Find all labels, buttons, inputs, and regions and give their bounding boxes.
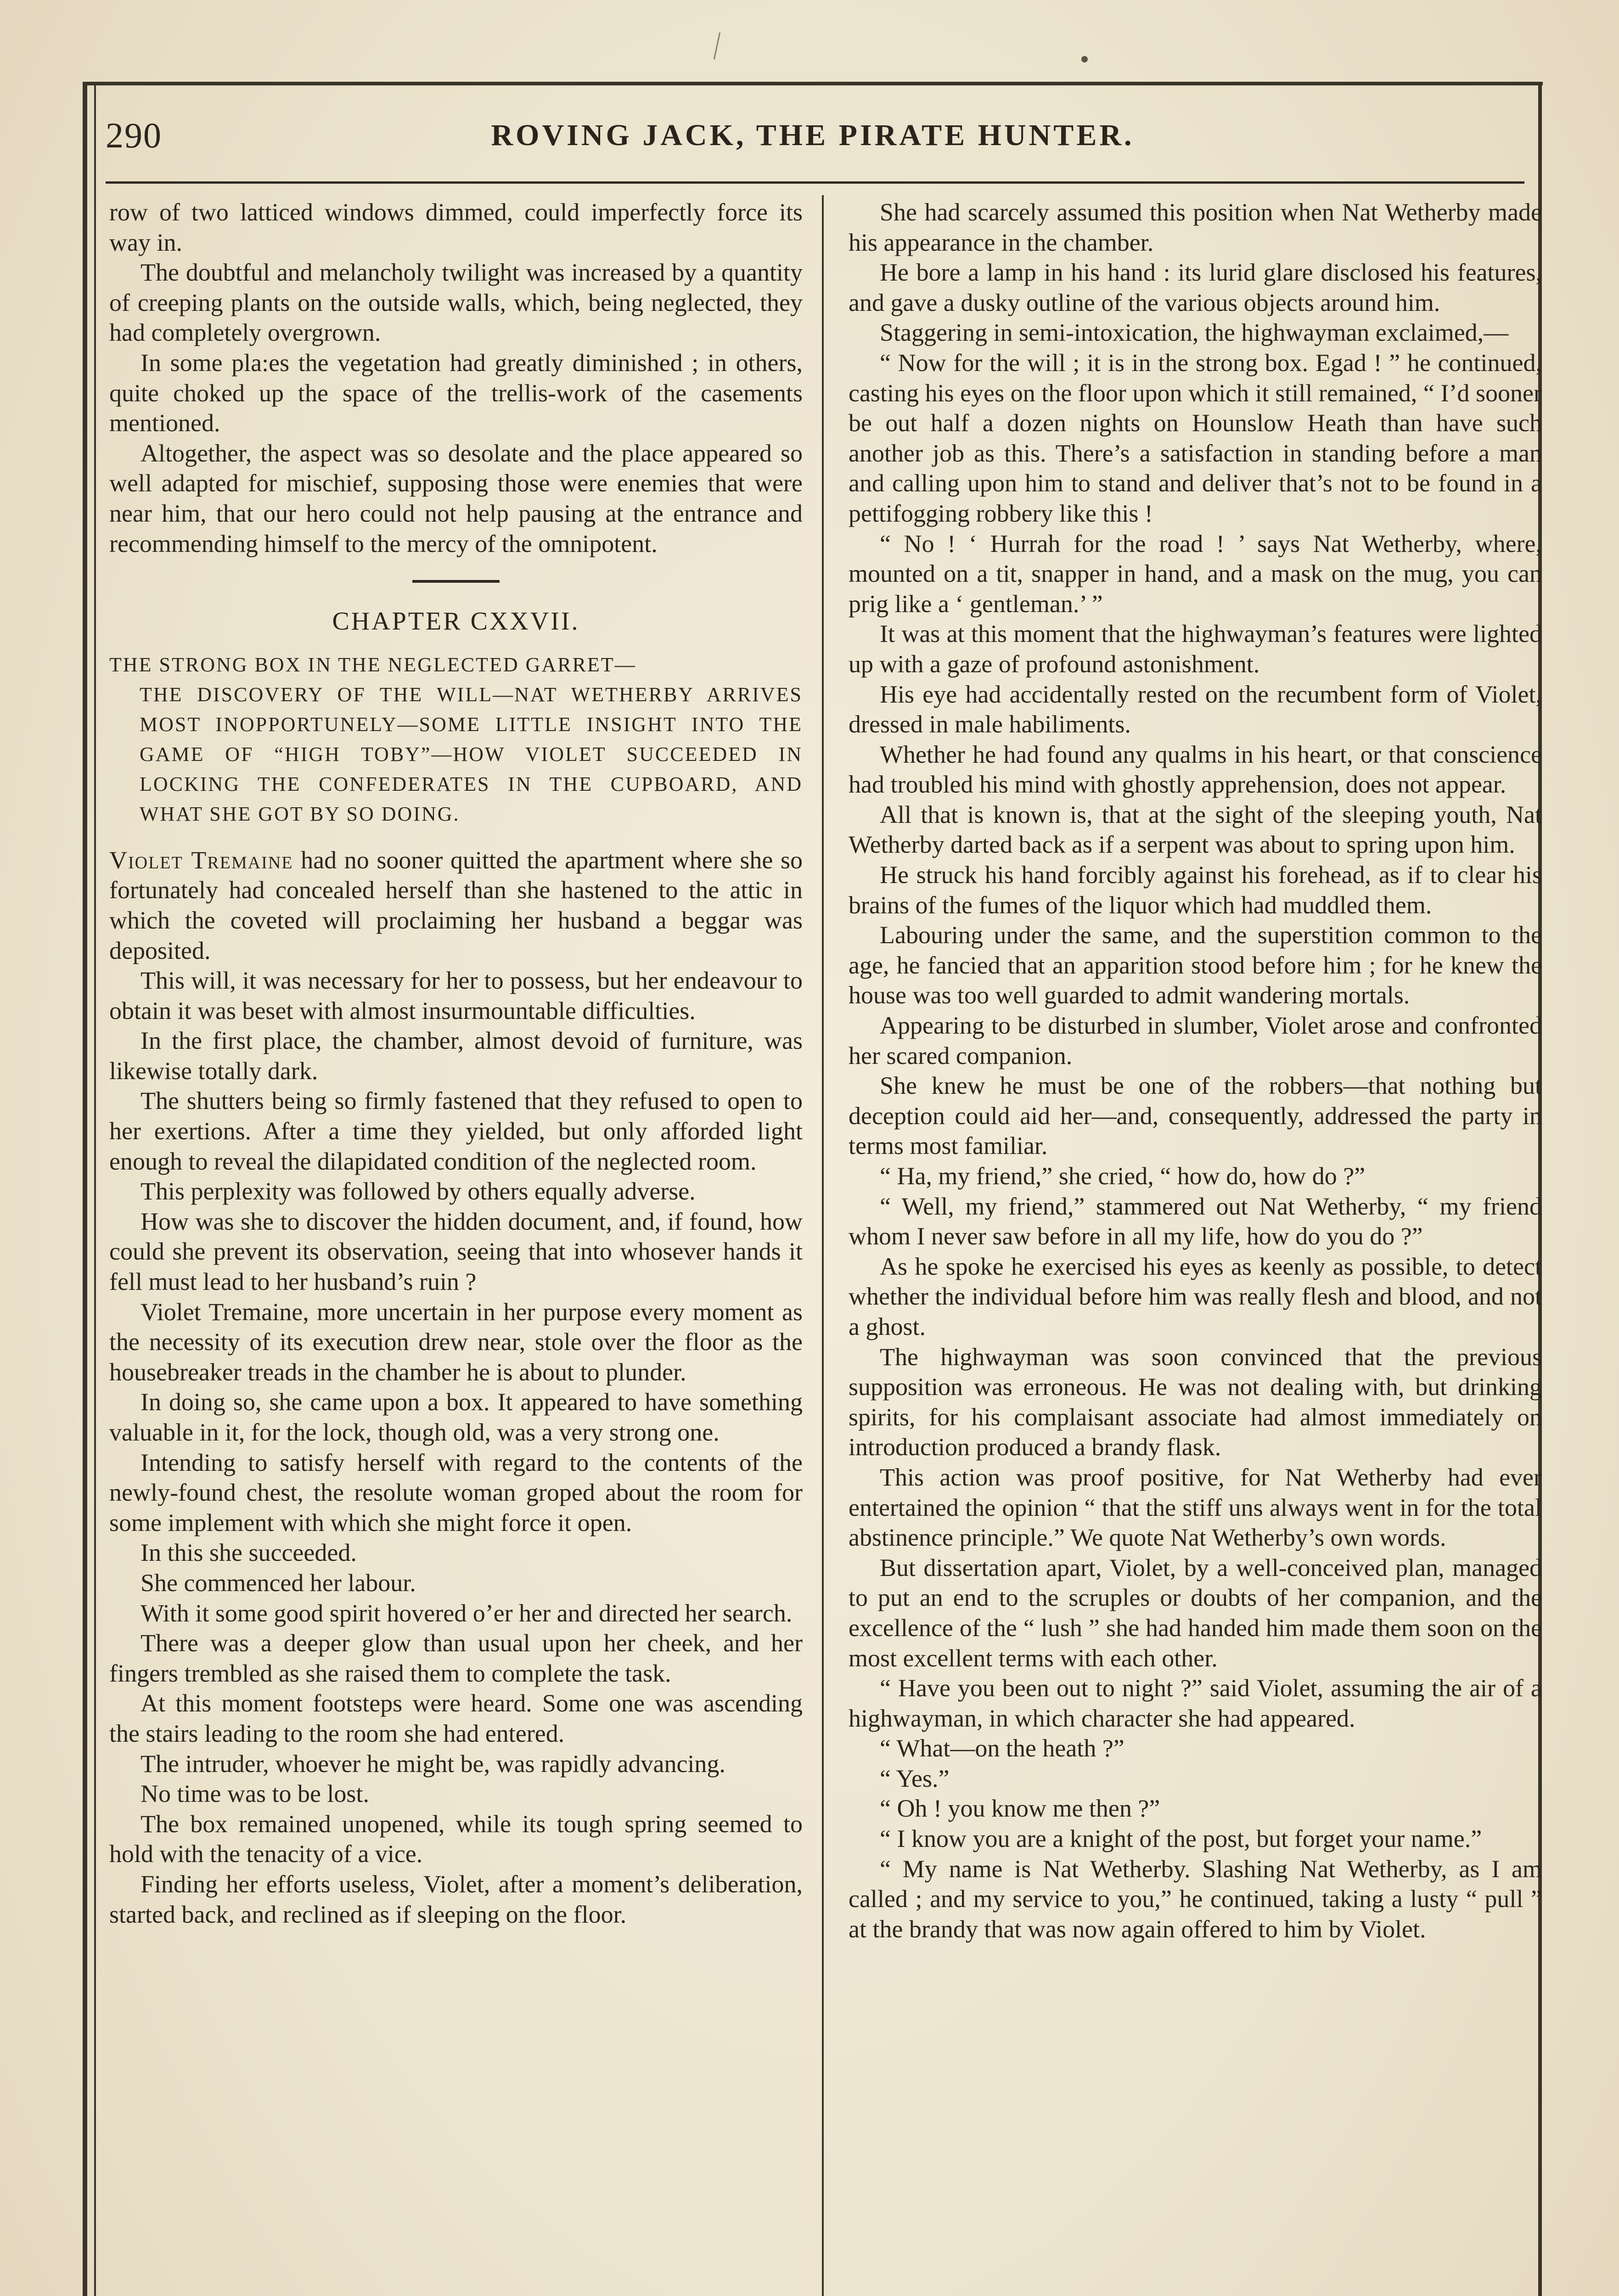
paragraph: But dissertation apart, Violet, by a well-conceived plan, managed to put an end to the scruples or doubts of her companion, and the excellence of the “ lush ” she had handed him made them soon on the most excellent terms with each other.	[849, 1553, 1542, 1672]
paragraph: In some pla:es the vegetation had greatly diminished ; in others, quite choked up the space of the trellis-work of the casements mentioned.	[109, 349, 803, 437]
paragraph: “ Ha, my friend,” she cried, “ how do, how do ?”	[880, 1162, 1366, 1190]
right-column	[849, 197, 1542, 1944]
paragraph: The box remained unopened, while its tough spring seemed to hold with the tenacity of a vice.	[109, 1810, 803, 1868]
paragraph: His eye had accidentally rested on the recumbent form of Violet, dressed in male habiliments.	[849, 680, 1542, 738]
paragraph: Labouring under the same, and the superstition common to the age, he fancied that an apparition stood before him ; for he knew the house was too well guarded to admit wandering mortals.	[849, 921, 1542, 1009]
paragraph: “ Yes.”	[880, 1764, 950, 1792]
page-border-left-inner	[94, 83, 96, 2296]
paragraph: “ Well, my friend,” stammered out Nat Wetherby, “ my friend whom I never saw before in all my life, how do you do ?”	[849, 1192, 1542, 1250]
paragraph: “ Have you been out to night ?” said Violet, assuming the air of a highwayman, in which character she had appeared.	[849, 1674, 1542, 1732]
column-divider	[822, 195, 824, 2296]
chapter-divider	[412, 580, 500, 583]
paragraph: Altogether, the aspect was so desolate and the place appeared so well adapted for mischief, supposing those were enemies that were near him, that our hero could not help pausing at the entrance and recommending himself to the mercy of the omnipotent.	[109, 439, 803, 557]
paragraph: Intending to satisfy herself with regard to the contents of the newly-found chest, the resolute woman groped about the room for some implement with which she might force it open.	[109, 1448, 803, 1536]
paragraph: Whether he had found any qualms in his heart, or that conscience had troubled his mind with ghostly apprehension, does not appear.	[849, 740, 1542, 799]
page-border-left	[83, 83, 87, 2296]
paper-mark	[714, 32, 720, 59]
paragraph: At this moment footsteps were heard. Some one was ascending the stairs leading to the room she had entered.	[109, 1689, 803, 1747]
header-rule	[106, 181, 1524, 184]
paragraph: The doubtful and melancholy twilight was increased by a quantity of creeping plants on the outside walls, which, being neglected, they had completely overgrown.	[109, 259, 803, 347]
opening-text: had no sooner quitted the apartment where she so fortunately had concealed herself than she hastened to the attic in which the coveted will proclaiming her husband a beggar was deposited.	[109, 846, 803, 964]
paragraph: She knew he must be one of the robbers—that nothing but deception could aid her—and, consequently, addressed the party in terms most familiar.	[849, 1072, 1542, 1160]
paragraph: row of two latticed windows dimmed, could imperfectly force its way in.	[109, 198, 803, 256]
paragraph: No time was to be lost.	[141, 1780, 369, 1808]
paragraph: All that is known is, that at the sight of the sleeping youth, Nat Wetherby darted back as if a serpent was about to spring upon him.	[849, 800, 1542, 859]
paragraph: “ Oh ! you know me then ?”	[880, 1795, 1160, 1823]
page-number: 290	[106, 115, 162, 155]
paragraph: “ No ! ‘ Hurrah for the road ! ’ says Nat Wetherby, where, mounted on a tit, snapper in hand, and a mask on the mug, you can prig like a ‘ gentleman.’ ”	[849, 529, 1542, 618]
running-head	[106, 110, 1520, 161]
chapter-opening-paragraph	[109, 845, 803, 966]
paragraph: The highwayman was soon convinced that the previous supposition was erroneous. He was not dealing with, but drinking spirits, for his complaisant associate had almost immediately on introduction produced a brandy flask.	[849, 1343, 1542, 1461]
paragraph: There was a deeper glow than usual upon her cheek, and her fingers trembled as she raised them to complete the task.	[109, 1629, 803, 1687]
paragraph: “ My name is Nat Wetherby. Slashing Nat Wetherby, as I am called ; and my service to you,” he continued, taking a lusty “ pull ” at the brandy that was now again offered to him by Violet.	[849, 1855, 1542, 1943]
paragraph: In doing so, she came upon a box. It appeared to have something valuable in it, for the lock, though old, was a very strong one.	[109, 1388, 803, 1446]
paragraph: In the first place, the chamber, almost devoid of furniture, was likewise totally dark.	[109, 1027, 803, 1085]
paragraph: Violet Tremaine, more uncertain in her purpose every moment as the necessity of its execution drew near, stole over the floor as the housebreaker treads in the chamber he is about to plunder.	[109, 1298, 803, 1386]
paragraph: “ What—on the heath ?”	[880, 1734, 1124, 1762]
paragraph: Staggering in semi-intoxication, the highwayman exclaimed,—	[880, 319, 1509, 347]
paragraph: How was she to discover the hidden document, and, if found, how could she prevent its observation, seeing that into whosever hands it fell must lead to her husband’s ruin ?	[109, 1207, 803, 1296]
paragraph: “ I know you are a knight of the post, but forget your name.”	[880, 1825, 1482, 1853]
paragraph: The shutters being so firmly fastened that they refused to open to her exertions. After a time they yielded, but only afforded light enough to reveal the dilapidated condition of the neglected room.	[109, 1087, 803, 1175]
left-column	[109, 197, 803, 1930]
opening-name: Violet Tremaine	[109, 846, 293, 874]
paper-spot	[1081, 56, 1088, 62]
paragraph: With it some good spirit hovered o’er her and directed her search.	[141, 1599, 793, 1627]
paragraph: “ Now for the will ; it is in the strong box. Egad ! ” he continued, casting his eyes on the floor upon which it still remained, “ I’d sooner be out half a dozen nights on Hounslow Heath than have such another job as this. There’s a satisfaction in standing before a man and calling upon him to stand and deliver that’s not to be found in a pettifogging robbery like this !	[849, 349, 1542, 527]
paragraph: This perplexity was followed by others equally adverse.	[141, 1177, 696, 1205]
chapter-synopsis-rest: THE DISCOVERY OF THE WILL—NAT WETHERBY ARRIVES MOST INOPPORTUNELY—SOME LITTLE INSIGHT INTO THE GAME OF “HIGH TOBY”—HOW VIOLET SUCCEEDED IN LOCKING THE CONFEDERATES IN THE CUPBOARD, AND WHAT SHE GOT BY SO DOING.	[140, 683, 803, 825]
page-border-top	[83, 82, 1543, 85]
paragraph: Finding her efforts useless, Violet, after a moment’s deliberation, started back, and reclined as if sleeping on the floor.	[109, 1870, 803, 1928]
paragraph: She had scarcely assumed this position when Nat Wetherby made his appearance in the chamber.	[849, 198, 1542, 256]
chapter-synopsis-first-line: THE STRONG BOX IN THE NEGLECTED GARRET—	[109, 653, 636, 676]
paragraph: It was at this moment that the highwayman’s features were lighted up with a gaze of profound astonishment.	[849, 620, 1542, 678]
chapter-synopsis	[109, 650, 803, 829]
paragraph: The intruder, whoever he might be, was rapidly advancing.	[141, 1750, 725, 1778]
paragraph: Appearing to be disturbed in slumber, Violet arose and confronted her scared companion.	[849, 1012, 1542, 1069]
running-title: ROVING JACK, THE PIRATE HUNTER.	[491, 118, 1135, 152]
paragraph: As he spoke he exercised his eyes as keenly as possible, to detect whether the individual before him was really flesh and blood, and not a ghost.	[849, 1252, 1542, 1340]
paragraph: In this she succeeded.	[141, 1539, 357, 1567]
paragraph: This will, it was necessary for her to possess, but her endeavour to obtain it was beset with almost insurmountable difficulties.	[109, 967, 803, 1024]
paragraph: She commenced her labour.	[141, 1569, 416, 1597]
chapter-heading: CHAPTER CXXVII.	[332, 607, 580, 636]
paragraph: This action was proof positive, for Nat Wetherby had ever entertained the opinion “ that the stiff uns always went in for the total abstinence principle.” We quote Nat Wetherby’s own words.	[849, 1463, 1542, 1552]
paragraph: He struck his hand forcibly against his forehead, as if to clear his brains of the fumes of the liquor which had muddled them.	[849, 861, 1542, 919]
paragraph: He bore a lamp in his hand : its lurid glare disclosed his features, and gave a dusky outline of the various objects around him.	[849, 259, 1542, 316]
